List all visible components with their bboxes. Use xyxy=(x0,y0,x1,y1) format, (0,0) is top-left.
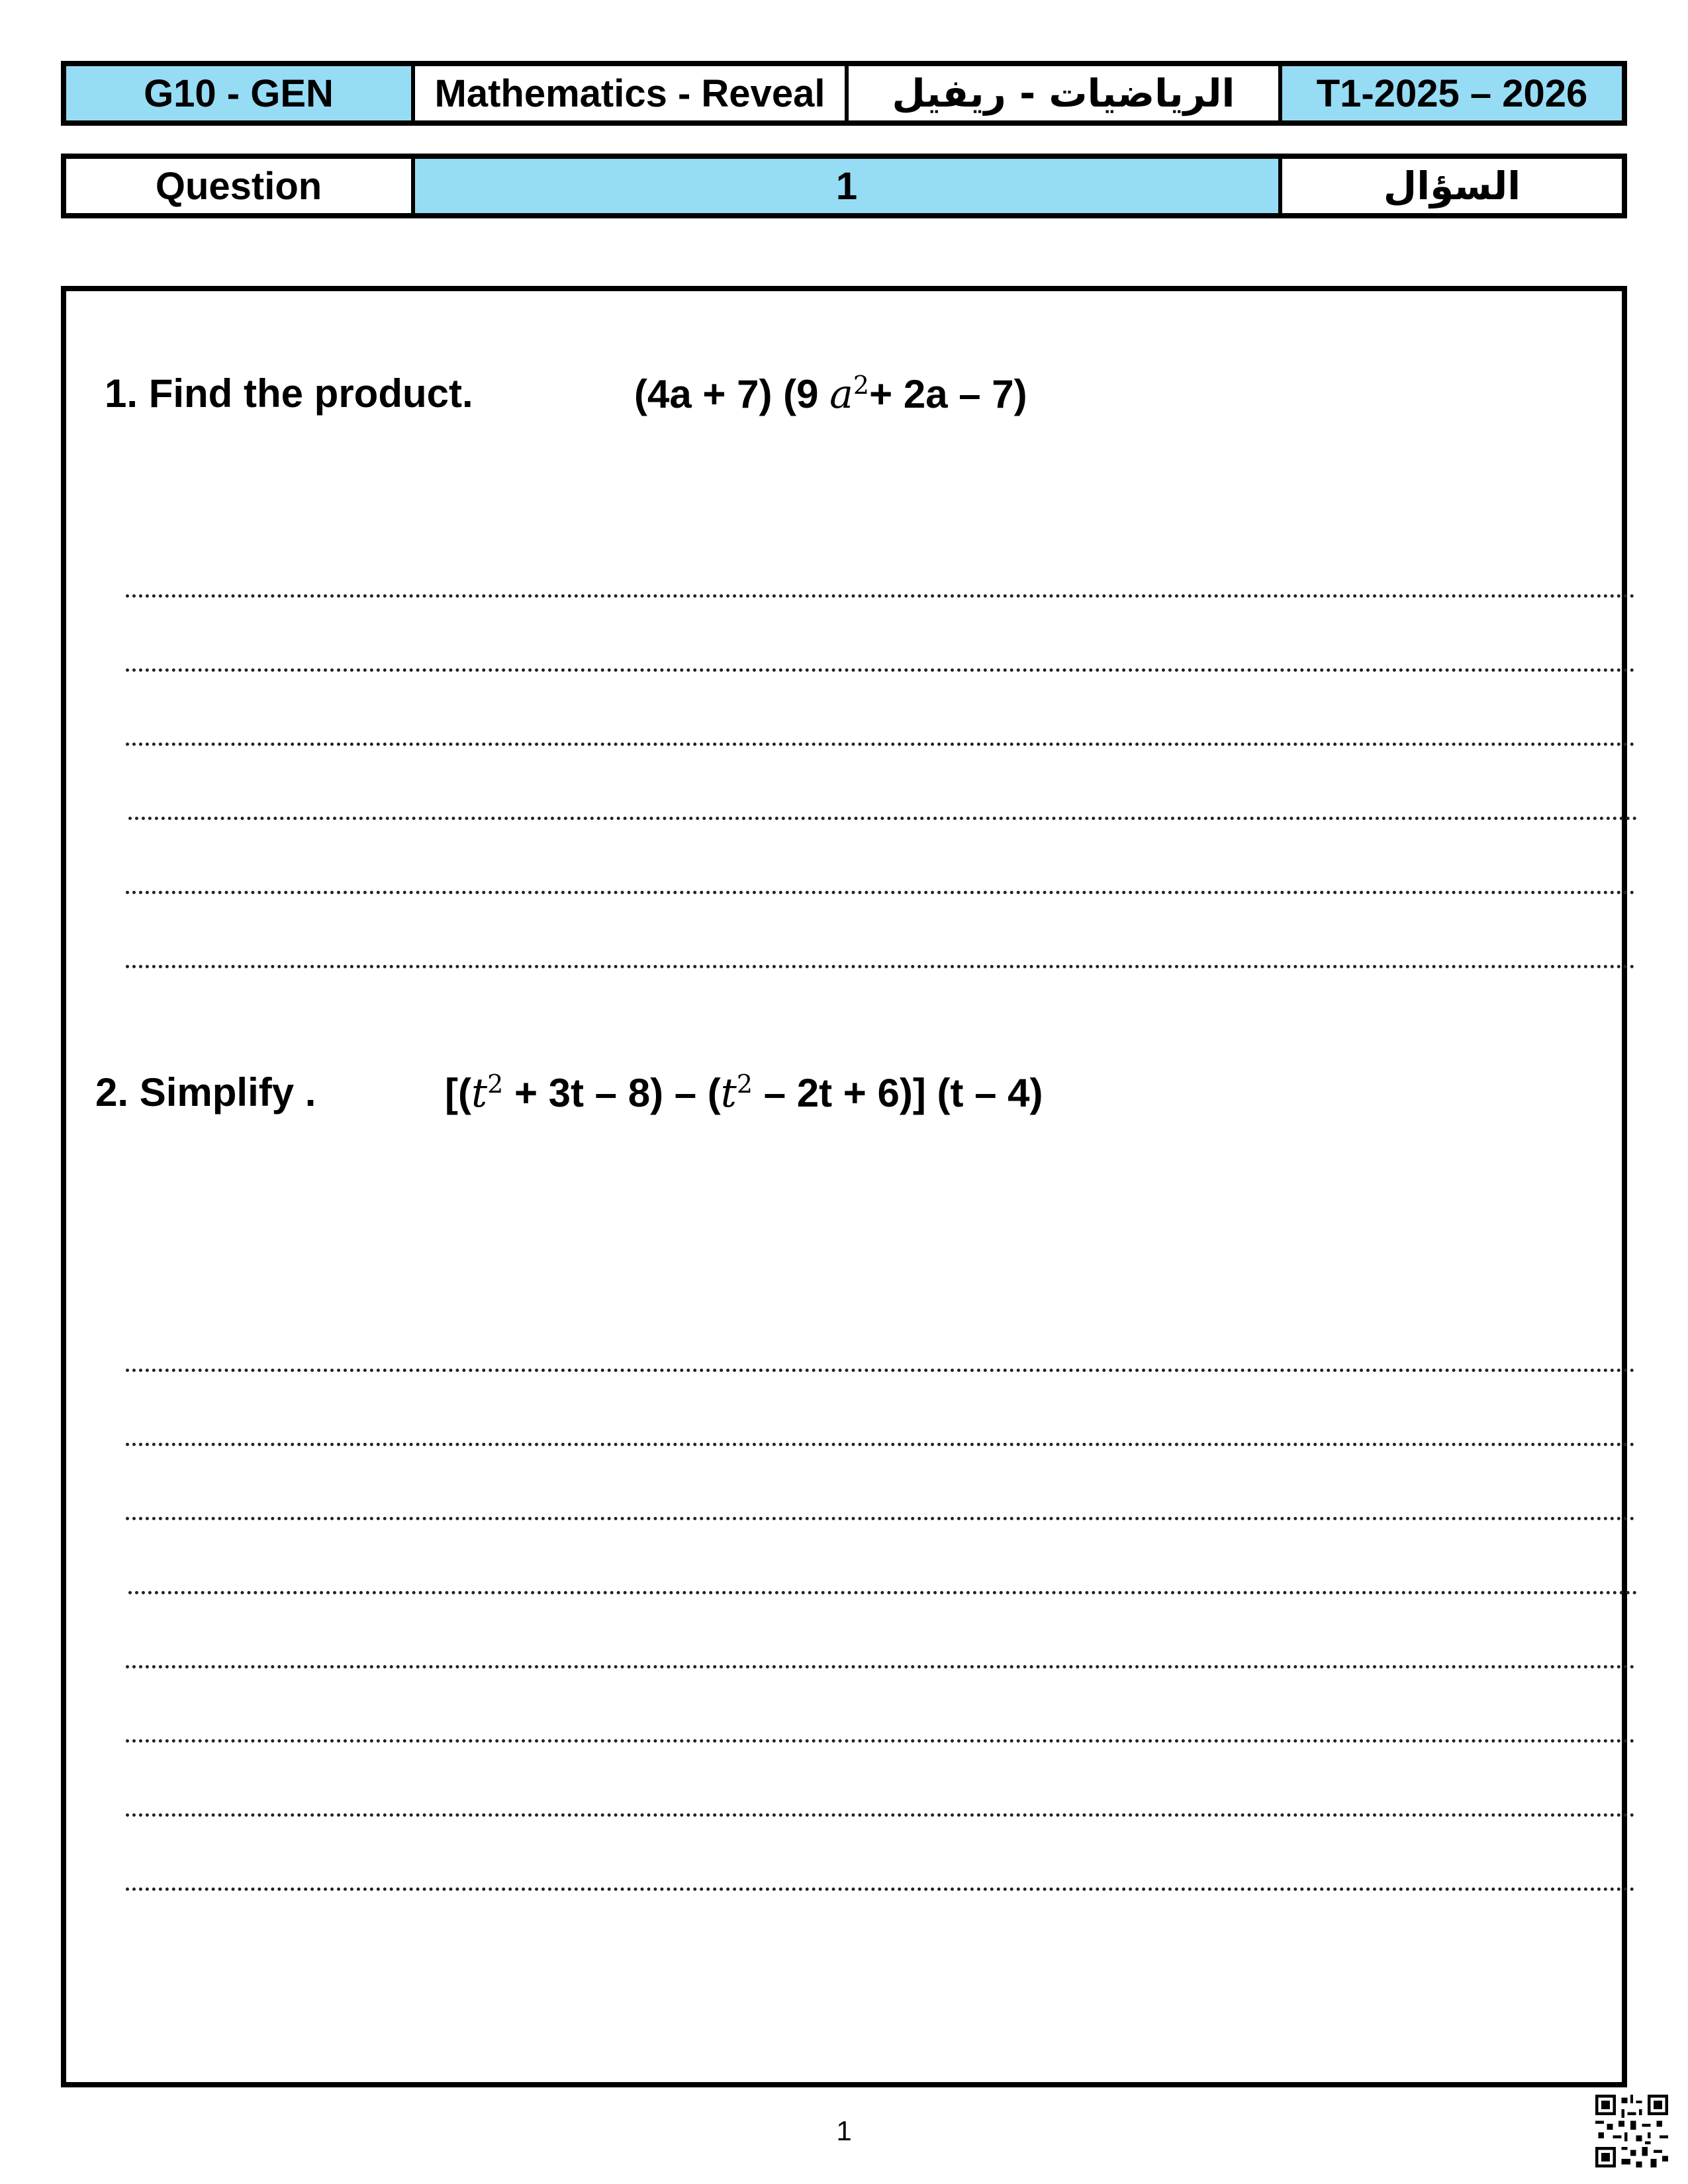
term-cell: T1-2025 – 2026 xyxy=(1282,66,1622,120)
q2-expr-var-1: t xyxy=(471,1070,488,1116)
answer-line[interactable] xyxy=(126,1517,1635,1520)
q2-expr-exp-2: 2 xyxy=(736,1069,753,1099)
answer-line[interactable] xyxy=(126,965,1635,968)
answer-line[interactable] xyxy=(126,668,1635,672)
question-2-label: 2. Simplify . xyxy=(95,1070,316,1115)
q1-expr-var: a xyxy=(829,371,853,418)
question-number: 1 xyxy=(415,159,1282,213)
question-1-label: 1. Find the product. xyxy=(105,371,473,416)
q2-expr-exp-1: 2 xyxy=(487,1069,504,1099)
answer-line[interactable] xyxy=(126,1665,1635,1668)
question-2-expression xyxy=(445,1069,1043,1116)
answer-line[interactable] xyxy=(128,1591,1638,1594)
subject-en-cell: Mathematics - Reveal xyxy=(415,66,849,120)
q2-expr-part-c: – 2t + 6)] (t – 4) xyxy=(753,1071,1043,1115)
answer-line[interactable] xyxy=(126,594,1635,598)
q1-expr-part-a: (4a + 7) (9 xyxy=(634,372,830,416)
answer-line[interactable] xyxy=(128,817,1638,820)
answer-line[interactable] xyxy=(126,743,1635,746)
subject-ar-cell: الرياضيات - ريفيل xyxy=(849,66,1282,120)
question-box xyxy=(61,286,1627,2087)
answer-line[interactable] xyxy=(126,1443,1635,1446)
answer-line[interactable] xyxy=(126,1813,1635,1817)
q2-expr-var-2: t xyxy=(720,1070,737,1116)
header-row-question xyxy=(61,154,1627,218)
answer-line[interactable] xyxy=(126,1888,1635,1891)
qr-code-icon xyxy=(1595,2095,1668,2167)
question-label-ar: السؤال xyxy=(1383,163,1521,208)
answer-line[interactable] xyxy=(126,1739,1635,1743)
q2-expr-part-a: [( xyxy=(445,1071,471,1115)
header-row-info xyxy=(61,61,1627,126)
q1-expr-exp: 2 xyxy=(853,371,870,400)
grade-cell: G10 - GEN xyxy=(66,66,415,120)
q2-expr-part-b: + 3t – 8) – ( xyxy=(503,1071,721,1115)
q1-expr-part-b: + 2a – 7) xyxy=(869,372,1027,416)
page-number: 1 xyxy=(836,2115,852,2146)
answer-line[interactable] xyxy=(126,891,1635,894)
question-1-expression xyxy=(634,371,1027,418)
question-label-en: Question xyxy=(66,159,415,213)
answer-line[interactable] xyxy=(126,1369,1635,1372)
